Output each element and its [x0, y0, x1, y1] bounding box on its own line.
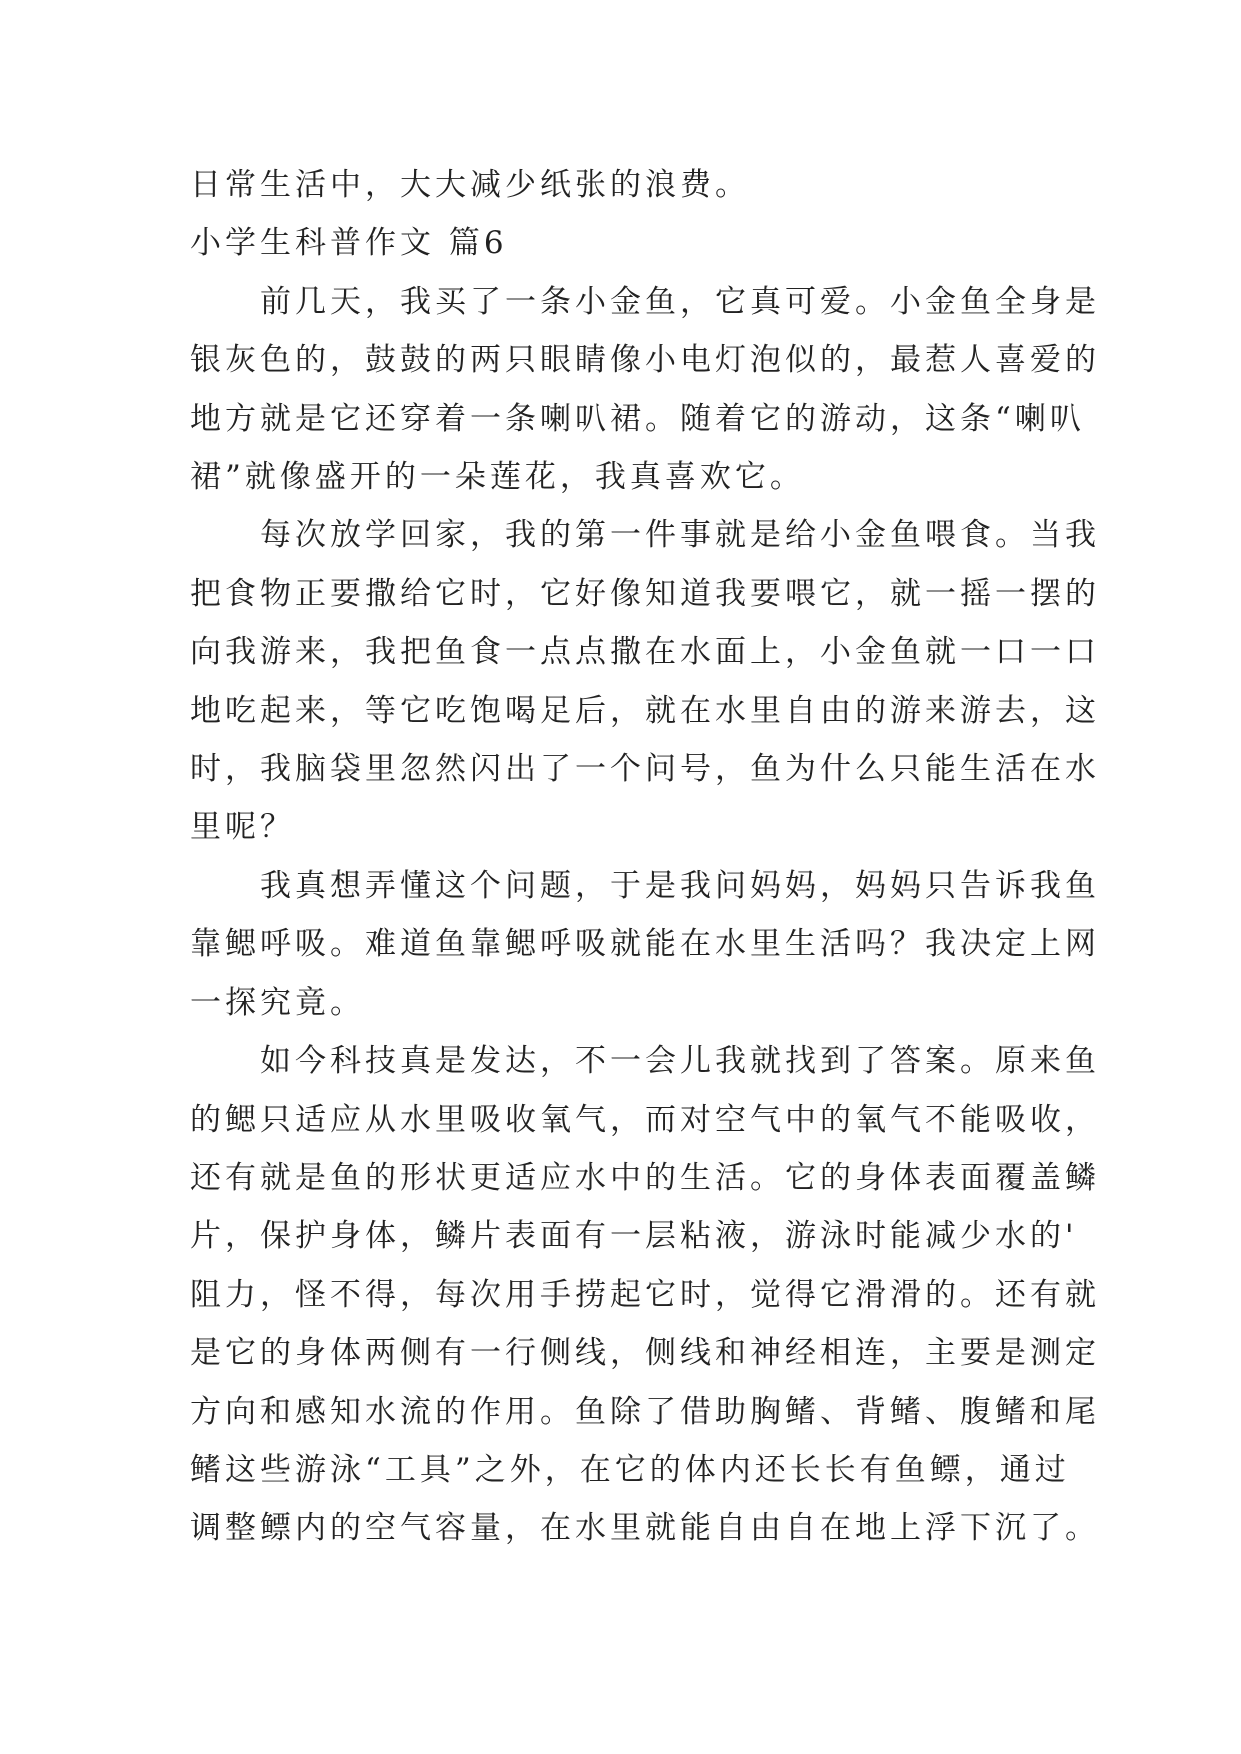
paragraph-first-line: 每次放学回家，我的第一件事就是给小金鱼喂食。当我: [260, 517, 1100, 554]
text-line: 银灰色的，鼓鼓的两只眼睛像小电灯泡似的，最惹人喜爱的: [190, 342, 1100, 379]
text-line: 阻力，怪不得，每次用手捞起它时，觉得它滑滑的。还有就: [190, 1276, 1100, 1313]
text-line: 方向和感知水流的作用。鱼除了借助胸鳍、背鳍、腹鳍和尾: [190, 1393, 1100, 1430]
text-line: 地吃起来，等它吃饱喝足后，就在水里自由的游来游去，这: [190, 692, 1100, 729]
text-line: 靠鳃呼吸。难道鱼靠鳃呼吸就能在水里生活吗？我决定上网: [190, 926, 1100, 963]
text-line: 调整鳔内的空气容量，在水里就能自由自在地上浮下沉了。: [190, 1510, 1100, 1547]
text-line: 一探究竟。: [190, 984, 365, 1021]
essay-heading: 小学生科普作文 篇6: [190, 225, 508, 262]
text-line: 还有就是鱼的形状更适应水中的生活。它的身体表面覆盖鳞: [190, 1159, 1100, 1196]
text-line: 鳍这些游泳“工具”之外，在它的体内还长长有鱼鳔，通过: [190, 1451, 1070, 1488]
text-line: 片，保护身体，鳞片表面有一层粘液，游泳时能减少水的': [190, 1218, 1078, 1255]
text-line: 向我游来，我把鱼食一点点撒在水面上，小金鱼就一口一口: [190, 634, 1100, 671]
paragraph-first-line: 我真想弄懂这个问题，于是我问妈妈，妈妈只告诉我鱼: [260, 867, 1100, 904]
paragraph-first-line: 如今科技真是发达，不一会儿我就找到了答案。原来鱼: [260, 1043, 1100, 1080]
paragraph-first-line: 前几天，我买了一条小金鱼，它真可爱。小金鱼全身是: [260, 283, 1100, 320]
text-line: 把食物正要撒给它时，它好像知道我要喂它，就一摇一摆的: [190, 575, 1100, 612]
text-line: 裙”就像盛开的一朵莲花，我真喜欢它。: [190, 459, 805, 496]
text-line: 地方就是它还穿着一条喇叭裙。随着它的游动，这条“喇叭: [190, 400, 1085, 437]
text-line: 时，我脑袋里忽然闪出了一个问号，鱼为什么只能生活在水: [190, 751, 1100, 788]
essay-text: [190, 156, 1100, 1558]
text-line: 的鳃只适应从水里吸收氧气，而对空气中的氧气不能吸收，: [190, 1101, 1100, 1138]
text-line: 日常生活中，大大减少纸张的浪费。: [190, 167, 750, 203]
text-line: 是它的身体两侧有一行侧线，侧线和神经相连，主要是测定: [190, 1335, 1100, 1372]
text-line: 里呢？: [190, 809, 295, 846]
